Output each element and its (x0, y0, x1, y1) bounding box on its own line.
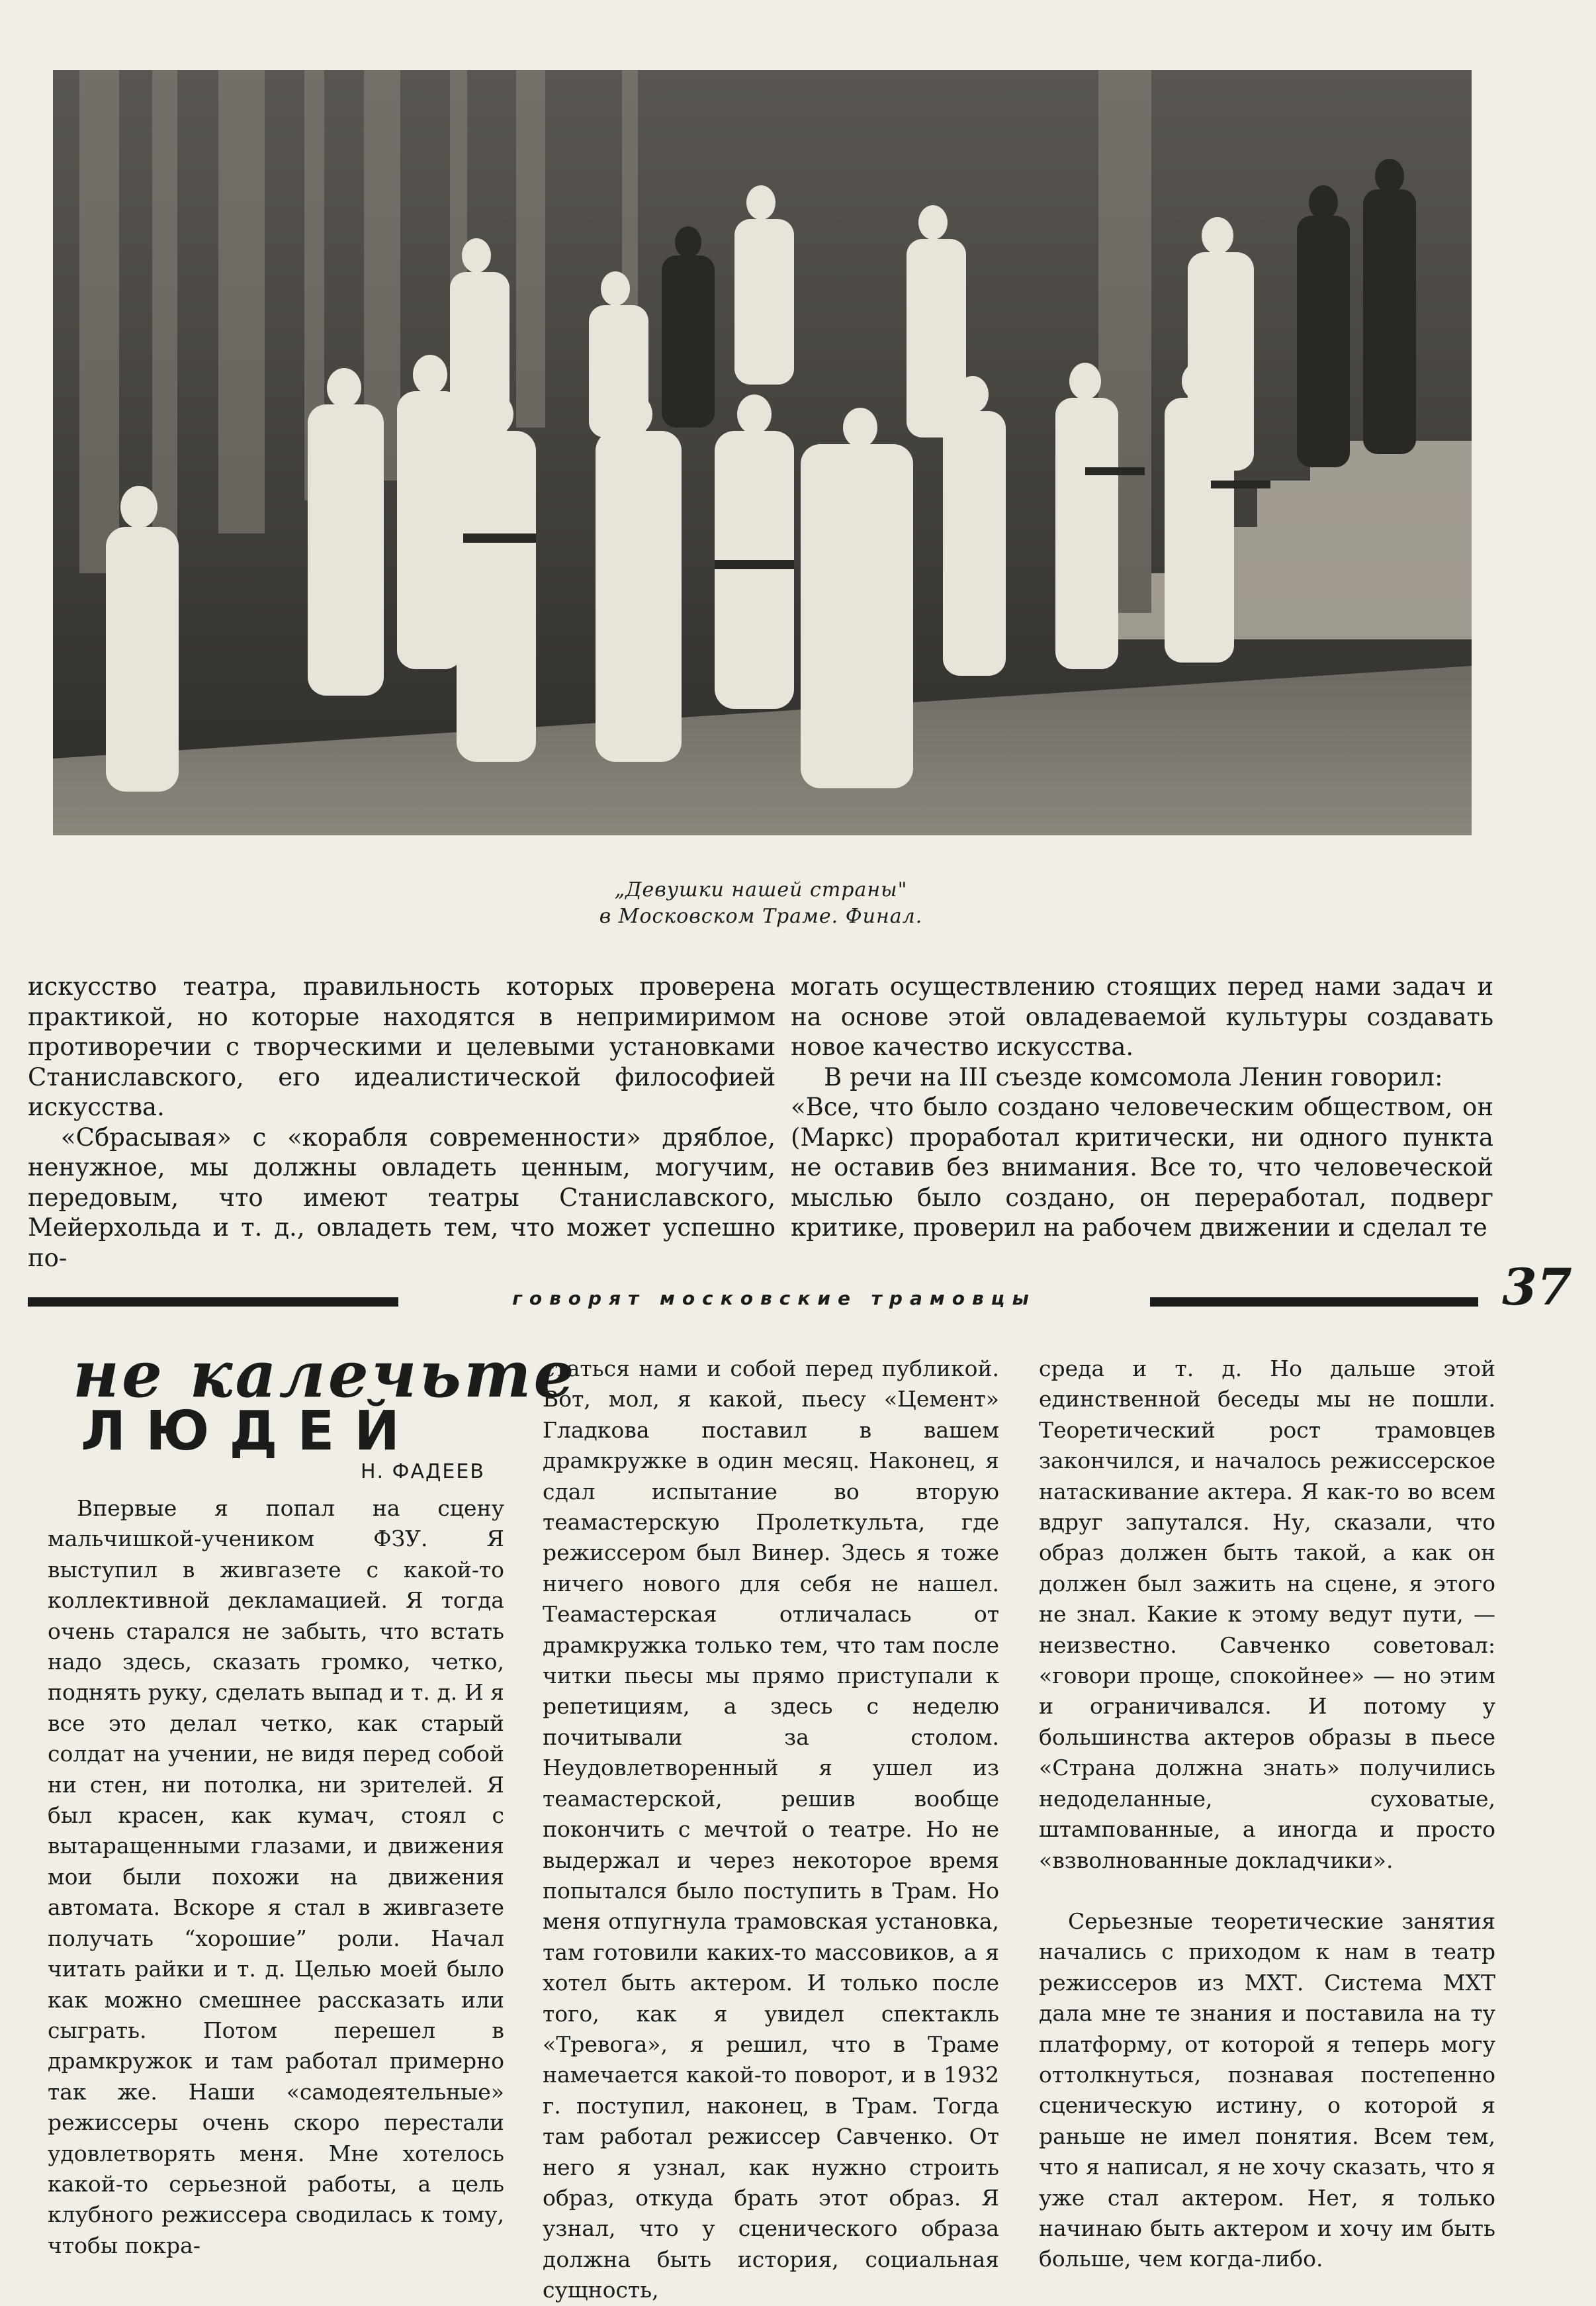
paragraph: среда и т. д. Но дальше этой единственной беседы мы не пошли. Теоретический рост трамовцев закончился, и началось режиссерское натаскивание актера. Я как-то во всем вдруг запутался. Ну, сказали, что образ должен быть такой, а как он должен был зажить на сцене, я этого не знал. Какие к этому ведут пути, — неизвестно. Савченко советовал: «говори проще, спокойнее» — но этим и ограничивался. И потому у большинства актеров образы в пьесе «Страна должна знать» получились недоделанные, суховатые, штампованные, а иногда и просто «взволнованные докладчики». (1039, 1356, 1495, 1873)
section-banner: говорят московские трамовцы (512, 1287, 1036, 1309)
continuation-right-column (791, 972, 1493, 1243)
article-column-3 (1039, 1354, 1495, 2275)
paragraph: статься нами и собой перед публикой. Вот, мол, я какой, пьесу «Цемент» Гладкова поставил в вашем драмкружке в один месяц. Наконец, я сдал испытание во вторую теамастерскую Пролеткульта, где режиссером был Винер. Здесь я тоже ничего нового для себя не нашел. Теамастерская отличалась от драмкружка только тем, что там после читки пьесы мы прямо приступали к репетициям, а здесь с неделю почитывали за столом. Неудовлетворенный я ушел из теамастерской, решив вообще покончить с мечтой о театре. Но не выдержал и через некоторое время попытался было поступить в Трам. Но меня отпугнула трамовская установка, там готовили каких-то массовиков, а я хотел быть актером. И только после того, как я увидел спектакль «Тревога», я решил, что в Траме намечается какой-то поворот, и в 1932 г. поступил, наконец, в Трам. Тогда там работал режиссер Савченко. От него я узнал, как нужно строить образ, откуда брать этот образ. Я узнал, что у сценического образа должна быть история, социальная сущность, (543, 1356, 999, 2303)
photo-caption (516, 877, 1006, 930)
article-title-line-2: ЛЮДЕЙ (81, 1400, 420, 1463)
banner-rule-left (28, 1297, 398, 1307)
caption-line-2: в Московском Траме. Финал. (599, 905, 923, 928)
paragraph: искусство театра, правильность которых проверена практикой, но которые находятся в непримиримом противоречии с творческими и целевыми установками Станиславского, его идеалистической философией искусства. (28, 972, 776, 1121)
paragraph: В речи на III съезде комсомола Ленин говорил: (824, 1062, 1443, 1091)
paragraph: Впервые я попал на сцену мальчишкой-учеником ФЗУ. Я выступил в живгазете с какой-то коллективной декламацией. Я тогда очень старался не забыть, что встать надо здесь, сказать громко, четко, поднять руку, сделать выпад и т. д. И я все это делал четко, как старый солдат на учении, не видя перед собой ни стен, ни потолка, ни зрителей. Я был красен, как кумач, стоял с вытаращенными глазами, и движения мои были похожи на движения автомата. Вскоре я стал в живгазете получать “хорошие” роли. Начал читать райки и т. д. Целью моей было как можно смешнее рассказать или сыграть. Потом перешел в драмкружок и там работал примерно так же. Наши «самодеятельные» режиссеры очень скоро перестали удовлетворять меня. Мне хотелось какой-то серьезной работы, а цель клубного режиссера сводилась к тому, чтобы покра- (48, 1495, 504, 2258)
paragraph: Серьезные теоретические занятия начались с приходом к нам в театр режиссеров из МХТ. Система МХТ дала мне те знания и поставила на ту платформу, от которой я теперь могу оттолкнуться, познавая постепенно сценическую истину, о которой я раньше не имел понятия. Всем тем, что я написал, я не хочу сказать, что я уже стал актером. Нет, я только начинаю быть актером и хочу им быть больше, чем когда-либо. (1039, 1908, 1495, 2272)
caption-line-1: „Девушки нашей страны" (614, 878, 908, 901)
continuation-left-column (28, 972, 776, 1273)
page-number: 37 (1502, 1258, 1572, 1316)
paragraph: «Все, что было создано человеческим обществом, он (Маркс) проработал критически, ни одного пункта не оставив без внимания. Все то, что человеческой мыслью было создано, он переработал, подверг критике, проверил на рабочем движении и сделал те (791, 1093, 1493, 1242)
banner-rule-right (1150, 1297, 1478, 1307)
stage-photograph (53, 70, 1472, 835)
paragraph: могать осуществлению стоящих перед нами задач и на основе этой овладеваемой культуры создавать новое качество искусства. (791, 972, 1493, 1061)
paragraph: «Сбрасывая» с «корабля современности» дряблое, ненужное, мы должны овладеть ценным, могучим, передовым, что имеют театры Станиславского, Мейерхольда и т. д., овладеть тем, что может успешно по- (28, 1123, 776, 1272)
article-title-line-1: не калечьте (73, 1337, 577, 1412)
photo-illustration (53, 70, 1472, 835)
article-column-1 (48, 1493, 504, 2261)
article-column-2 (543, 1354, 999, 2306)
article-author: Н. ФАДЕЕВ (361, 1460, 485, 1483)
